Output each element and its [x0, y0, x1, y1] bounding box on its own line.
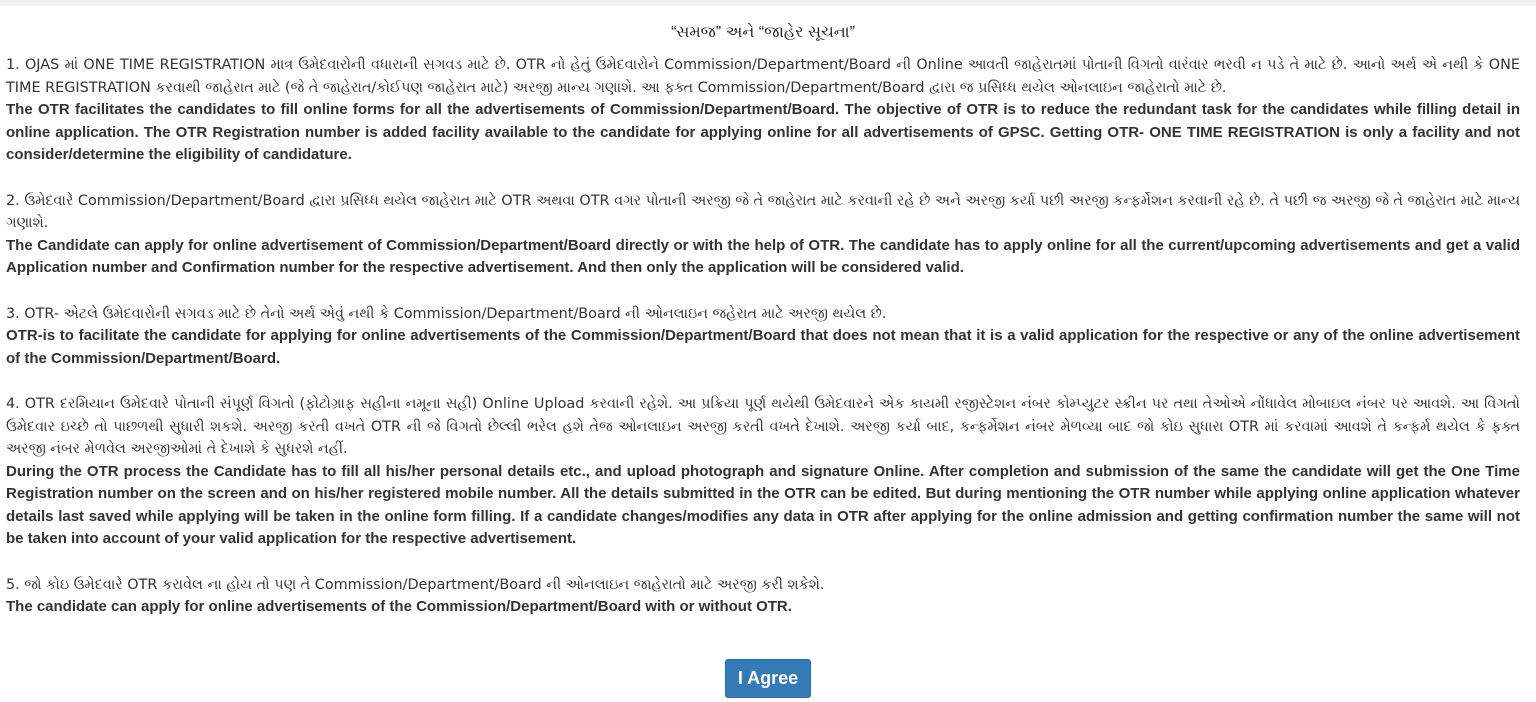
- section-4-english-text: During the OTR process the Candidate has to fill all his/her personal details etc., and upload photograph and signature Online. After completion and submission of the same the candidate will get the One Time Registration number on the screen and on his/her registered mobile number. All the details submitted in the OTR can be edited. But during mentioning the OTR number while applying online application whatever details last saved while applying will be taken in the online form filling. If a candidate changes/modifies any data in OTR after applying for the online admission and getting confirmation number the same will not be taken into account of your valid application for the respective advertisement.: [6, 462, 1520, 547]
- agree-button-container: [0, 659, 1536, 698]
- section-1-gujarati-text: 1. OJAS માં ONE TIME REGISTRATION માત્ર ઉમેદવારોની વધારાની સગવડ માટે છે. OTR નો હેતું ઉમેદવારોને Commission/Department/Board ની Online આવતી જાહેરાતમાં પોતાની વિગતો વારંવાર ભરવી ન પડે તે માટે છે. આનો અર્થ એ નથી કે ONE TIME REGISTRATION કરવાથી જાહેરાત માટે (જે તે જાહેરાત/કોઈપણ જાહેરાત માટે) અરજી માન્ય ગણાશે. આ ફક્ત Commission/Department/Board દ્વારા જ પ્રસિધ્ધ થયેલ ઓનલાઇન જાહેરાતો માટે છે.: [6, 57, 1520, 96]
- section-2-gujarati-text: 2. ઉમેદવારે Commission/Department/Board દ્વારા પ્રસિધ્ધ થયેલ જાહેરાત માટે OTR અથવા OTR વગર પોતાની અરજી જે તે જાહેરાત માટે કરવાની રહે છે અને અરજી કર્યા પછી અરજી કન્ફર્મેશન કરવાની રહે છે. તે પછી જ અરજી જે તે જાહેરાત માટે માન્ય ગણાશે.: [6, 192, 1520, 231]
- notice-section-1: [6, 54, 1520, 167]
- section-5-english-text: The candidate can apply for online advertisements of the Commission/Department/Board with or without OTR.: [6, 598, 792, 615]
- section-3-english-text: OTR-is to facilitate the candidate for applying for online advertisements of the Commission/Department/Board that does not mean that it is a valid application for the respective or any of the online advertisement of the Commission/Department/Board.: [6, 327, 1520, 367]
- notice-section-2: [6, 190, 1520, 280]
- notice-title: “સમજ” અને “જાહેર સૂચના”: [671, 24, 855, 41]
- section-5-gujarati-text: 5. જો કોઇ ઉમેદવારે OTR કરાવેલ ના હોય તો પણ તે Commission/Department/Board ની ઓનલાઇન જાહેરાતો માટે અરજી કરી શકેશે.: [6, 576, 825, 593]
- top-bar: [0, 0, 1536, 6]
- i-agree-button[interactable]: I Agree: [725, 659, 811, 698]
- notice-section-3: [6, 303, 1520, 371]
- notice-panel: [6, 22, 1520, 642]
- section-2-english-text: The Candidate can apply for online advertisement of Commission/Department/Board directly or with the help of OTR. The candidate has to apply online for all the current/upcoming advertisements and get a valid Application number and Confirmation number for the respective advertisement. And then only the application will be considered valid.: [6, 236, 1520, 276]
- section-3-gujarati-text: 3. OTR- એટલે ઉમેદવારોની સગવડ માટે છે તેનો અર્થ એવું નથી કે Commission/Department/Board ની ઓનલાઇન જહેરાત માટે અરજી થયેલ છે.: [6, 305, 887, 322]
- section-4-gujarati-text: 4. OTR દરમિયાન ઉમેદવારે પોતાની સંપૂર્ણ વિગતો (ફોટોગ્રાફ સહીના નમૂના સહી) Online Upload કરવાની રહેશે. આ પ્રક્રિયા પૂર્ણ થયેથી ઉમેદવારને એક કાયમી રજીસ્ટેશન નંબર કોમ્પ્યુટર સ્ક્રીન પર તથા તેઓએ નોંધાવેલ મોબાઇલ નંબર પર આવશે. આ વિગતો ઉમેદવાર ઇચ્છે તો પાછળથી સુધારી શકશે. અરજી કરતી વખતે OTR ની જે વિગતો છેલ્લી ભરેલ હશે તેજ ઓનલાઇન અરજી કરતી વખતે દેખાશે. અરજી કર્યા બાદ, કન્ફર્મેશન નંબર મેળવ્યા બાદ જો કોઇ સુધારા OTR માં કરવામાં આવશે તે કન્ફર્મ થયેલ કે ફક્ત અરજી નંબર મેળવેલ અરજીઓમાં તે દેખાશે કે સુધરશે નહીં.: [6, 396, 1520, 457]
- section-1-english-text: The OTR facilitates the candidates to fill online forms for all the advertisements of Commission/Department/Board. The objective of OTR is to reduce the redundant task for the candidates while filling detail in online application. The OTR Registration number is added facility available to the candidate for applying online for all advertisements of GPSC. Getting OTR- ONE TIME REGISTRATION is only a facility and not consider/determine the eligibility of candidature.: [6, 101, 1520, 163]
- notice-section-5: [6, 574, 1520, 619]
- notice-section-4: [6, 393, 1520, 551]
